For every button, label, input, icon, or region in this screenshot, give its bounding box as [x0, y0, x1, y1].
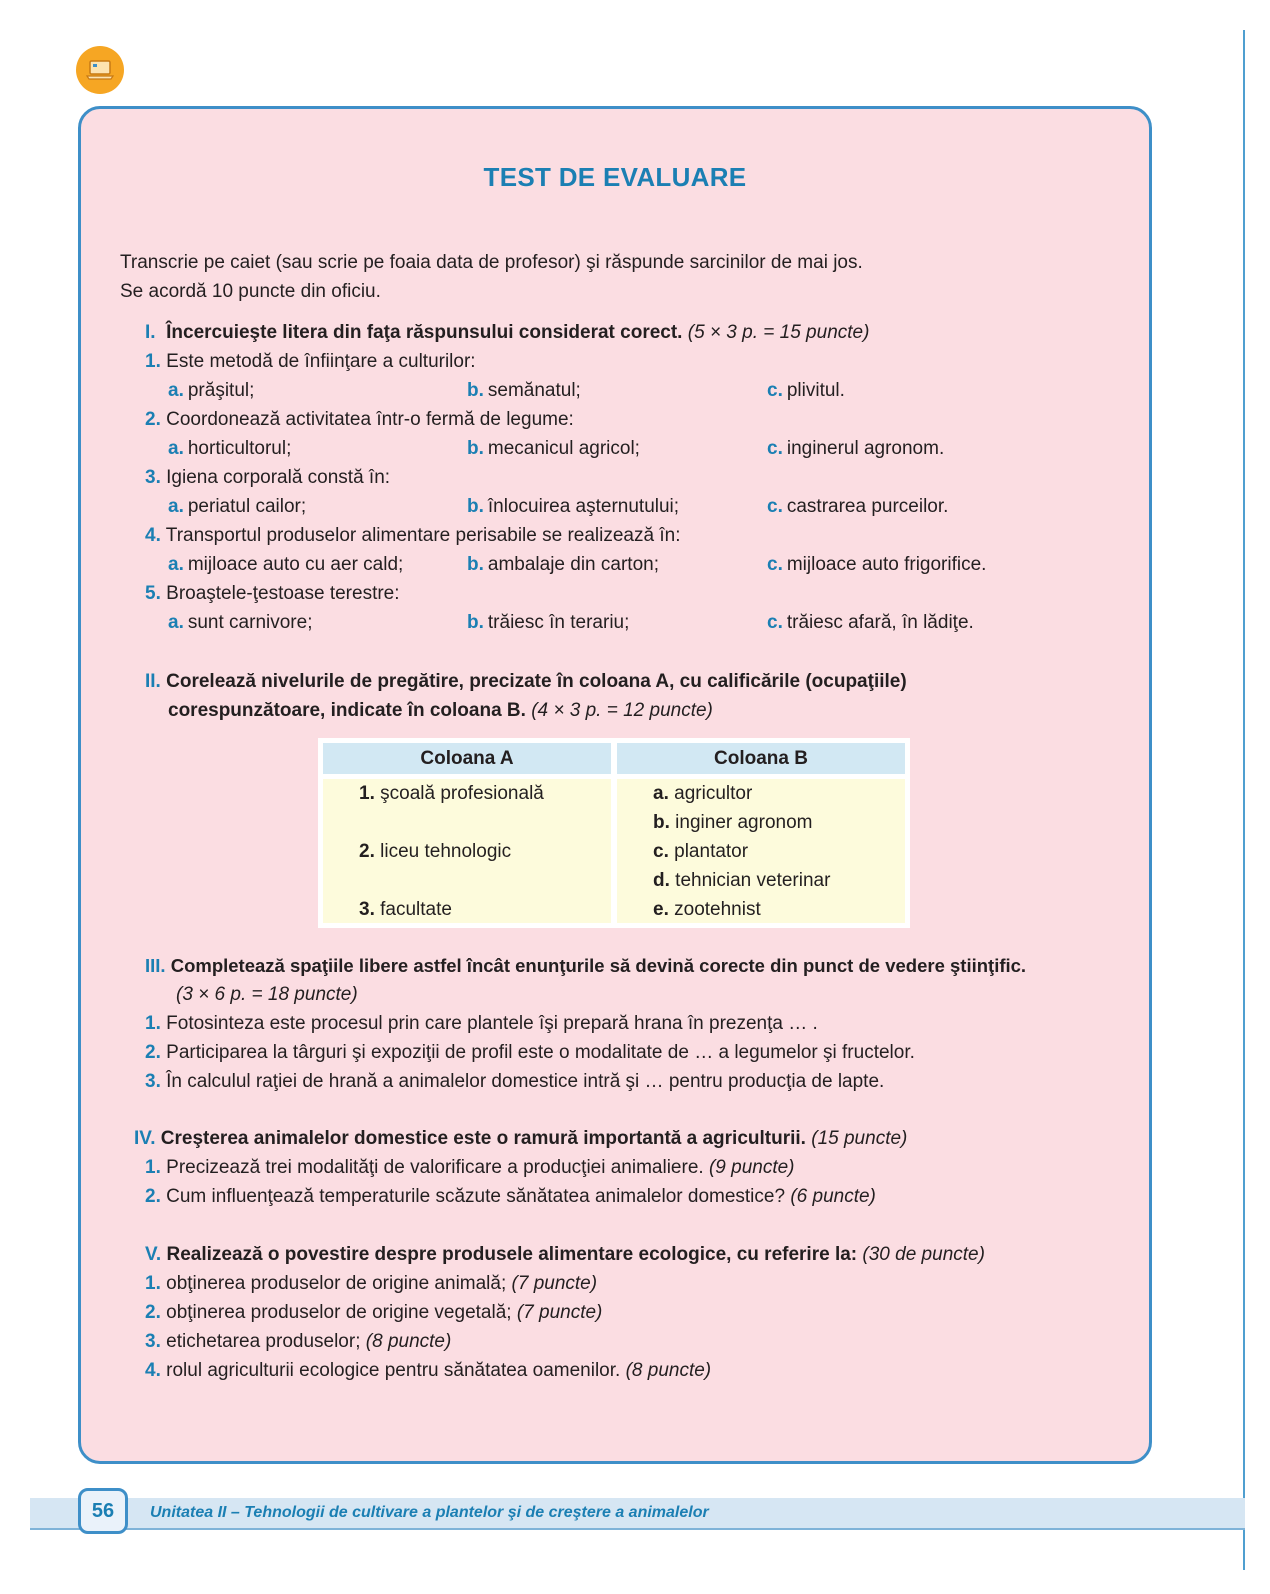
page-number: 56 [78, 1488, 128, 1534]
question-3-1: 1. Fotosinteza este procesul prin care plantele îşi prepară hrana în prezenţa … . [145, 1013, 818, 1034]
column-a-body [323, 779, 611, 923]
section-5-heading: V. Realizează o povestire despre produsele alimentare ecologice, cu referire la: (30 de puncte) [145, 1244, 985, 1265]
option-a: a. sunt carnivore; [168, 612, 313, 633]
column-b-item: c. plantator [653, 841, 749, 862]
footer-rule [30, 1528, 1245, 1530]
section-2-heading: II. Corelează nivelurile de pregătire, precizate în coloana A, cu calificările (ocupaţiile) [145, 671, 907, 692]
question-5-3: 3. etichetarea produselor; (8 puncte) [145, 1331, 452, 1352]
question-5-1: 1. obţinerea produselor de origine animală; (7 puncte) [145, 1273, 598, 1294]
option-b: b. ambalaje din carton; [467, 554, 659, 575]
question-3-3: 3. În calculul raţiei de hrană a animalelor domestice intră şi … pentru producţia de lapte. [145, 1071, 885, 1092]
option-b: b. semănatul; [467, 380, 581, 401]
question-5-2: 2. obţinerea produselor de origine vegetală; (7 puncte) [145, 1302, 603, 1323]
question-1-3: 3. Igiena corporală constă în: [145, 467, 391, 488]
option-c: c. mijloace auto frigorifice. [767, 554, 987, 575]
column-a-item: 1. şcoală profesională [359, 783, 544, 804]
option-b: b. trăiesc în terariu; [467, 612, 630, 633]
question-1-2: 2. Coordonează activitatea într-o fermă de legume: [145, 409, 574, 430]
option-b: b. înlocuirea aşternutului; [467, 496, 680, 517]
column-b-item: b. inginer agronom [653, 812, 813, 833]
footer-unit-title: Unitatea II – Tehnologii de cultivare a plantelor şi de creştere a animalelor [150, 1504, 709, 1521]
column-a-header: Coloana A [323, 743, 611, 774]
section-1-heading: I. Încercuieşte litera din faţa răspunsului considerat corect. (5 × 3 p. = 15 puncte) [145, 322, 870, 343]
section-3-points: (3 × 6 p. = 18 puncte) [176, 984, 358, 1005]
column-b-item: a. agricultor [653, 783, 753, 804]
question-1-5: 5. Broaştele-ţestoase terestre: [145, 583, 400, 604]
section-2-heading-line2: corespunzătoare, indicate în coloana B. (4 × 3 p. = 12 puncte) [168, 700, 713, 721]
column-b-header: Coloana B [617, 743, 905, 774]
section-3-heading: III. Completează spaţiile libere astfel încât enunţurile să devină corecte din punct de vedere ştiinţific. [145, 955, 1027, 976]
option-c: c. inginerul agronom. [767, 438, 945, 459]
option-a: a. mijloace auto cu aer cald; [168, 554, 404, 575]
question-5-4: 4. rolul agriculturii ecologice pentru sănătatea oamenilor. (8 puncte) [145, 1360, 712, 1381]
option-a: a. horticultorul; [168, 438, 292, 459]
column-a-item: 3. facultate [359, 899, 452, 920]
option-c: c. castrarea purceilor. [767, 496, 949, 517]
column-b-item: d. tehnician veterinar [653, 870, 831, 891]
option-a: a. prăşitul; [168, 380, 255, 401]
option-c: c. plivitul. [767, 380, 845, 401]
question-1-1: 1. Este metodă de înfiinţare a culturilor: [145, 351, 476, 372]
question-4-1: 1. Precizează trei modalităţi de valorificare a producţiei animaliere. (9 puncte) [145, 1157, 795, 1178]
matching-table [318, 738, 910, 928]
page-edge-rule [1243, 30, 1245, 1570]
option-c: c. trăiesc afară, în lădiţe. [767, 612, 974, 633]
question-1-4: 4. Transportul produselor alimentare perisabile se realizează în: [145, 525, 681, 546]
column-b-body [617, 779, 905, 923]
column-b-item: e. zootehnist [653, 899, 761, 920]
option-a: a. periatul cailor; [168, 496, 307, 517]
option-b: b. mecanicul agricol; [467, 438, 640, 459]
intro-text: Transcrie pe caiet (sau scrie pe foaia data de profesor) şi răspunde sarcinilor de mai jos. Se acordă 10 puncte din oficiu. [120, 252, 863, 302]
question-4-2: 2. Cum influenţează temperaturile scăzute sănătatea animalelor domestice? (6 puncte) [145, 1186, 876, 1207]
page-title: TEST DE EVALUARE [483, 162, 747, 192]
column-a-item: 2. liceu tehnologic [359, 841, 512, 862]
question-3-2: 2. Participarea la târguri şi expoziţii de profil este o modalitate de … a legumelor şi fructelor. [145, 1042, 915, 1063]
section-4-heading: IV. Creşterea animalelor domestice este o ramură importantă a agriculturii. (15 puncte) [134, 1128, 908, 1149]
laptop-icon [76, 46, 124, 94]
